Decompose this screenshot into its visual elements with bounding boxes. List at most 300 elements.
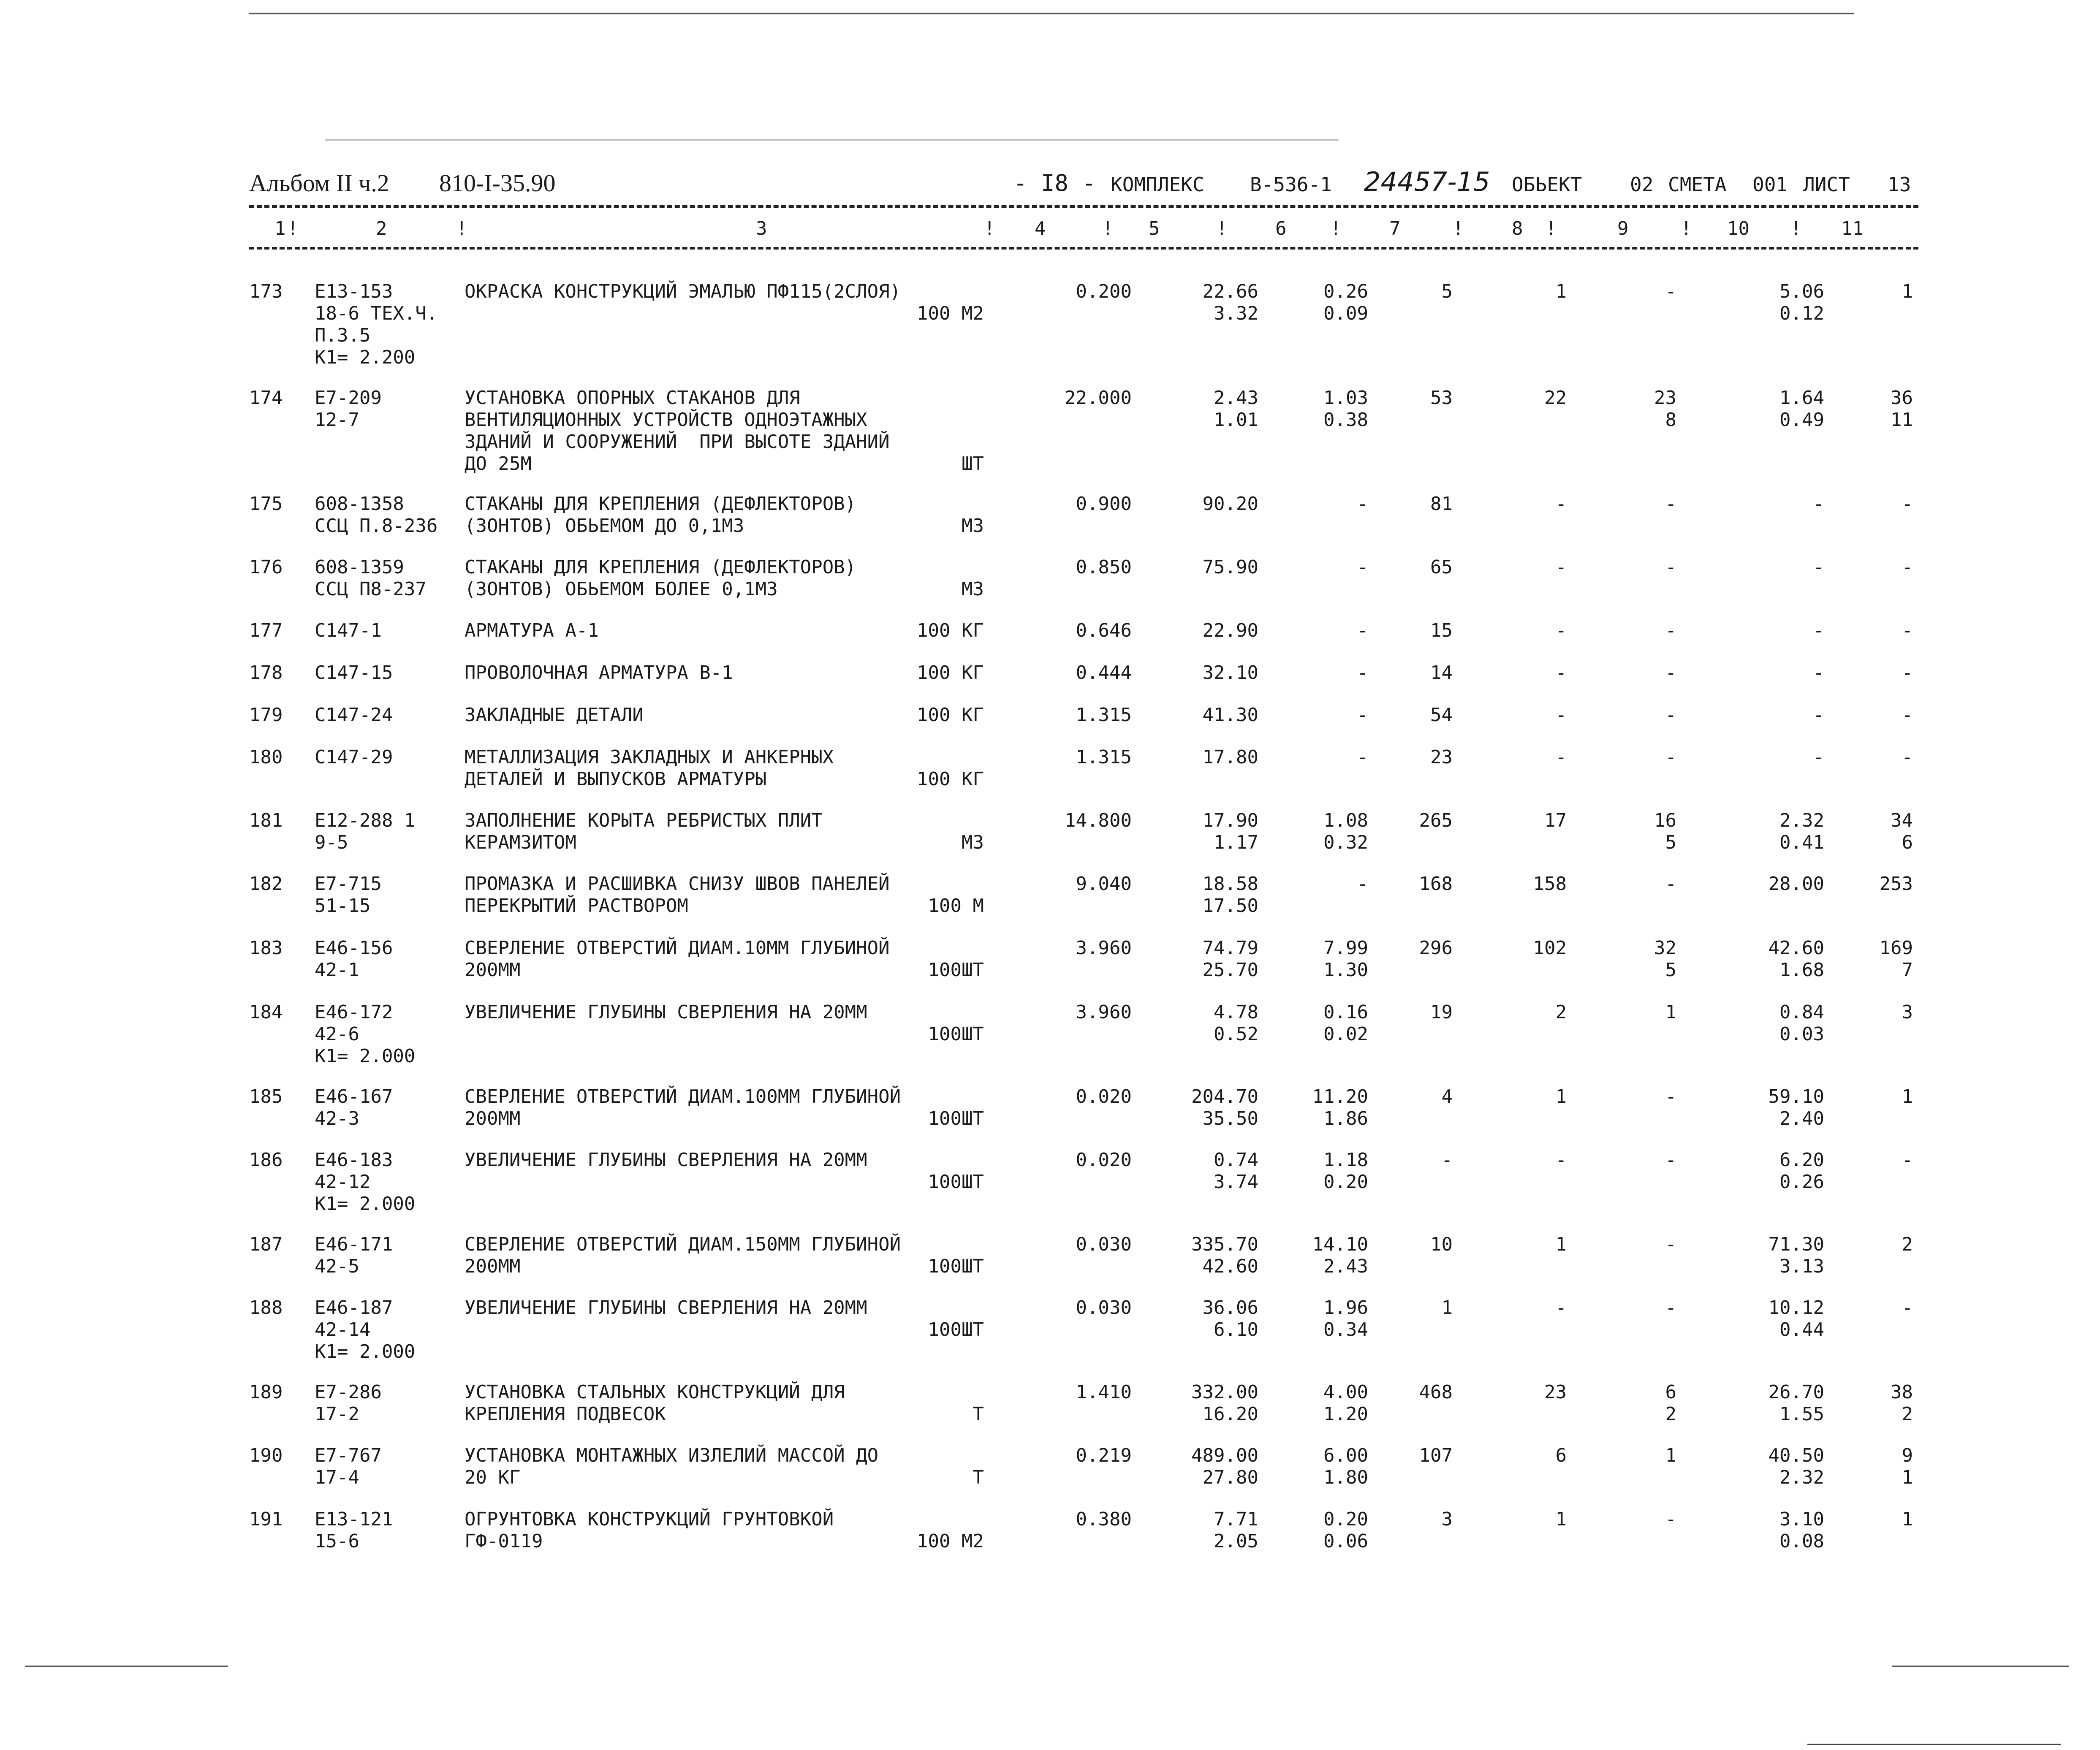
col-5-value: 25.70 [1202,959,1258,981]
col-9-value: 16 [1654,810,1676,831]
col-7-value: 265 [1419,810,1453,831]
col-10-value: 1.64 [1779,387,1824,409]
unit: 100ШТ [928,1108,984,1129]
col-6-value: 1.20 [1323,1403,1368,1425]
complex-code: В-536-1 [1250,173,1332,196]
col-5-value: 42.60 [1202,1256,1258,1277]
col-8-value: - [1555,746,1567,768]
col-6-value: - [1357,704,1368,726]
col-5-value: 0.52 [1214,1023,1258,1045]
col-9-value: 8 [1665,409,1676,431]
col-6-value: - [1357,493,1368,515]
rate-code: 42-12 [315,1171,371,1193]
quantity: 0.020 [1076,1086,1132,1107]
col-8-value: - [1555,556,1567,578]
col-10-value: 26.70 [1768,1381,1824,1403]
col-5-value: 0.74 [1214,1149,1258,1171]
quantity: 0.900 [1076,493,1132,515]
col-8-value: - [1555,493,1567,515]
work-description: УСТАНОВКА МОНТАЖНЫХ ИЗЛЕЛИЙ МАССОЙ ДО [465,1445,879,1466]
rate-code: Е13-153 [315,281,393,302]
row-number: 185 [249,1086,283,1107]
col-10-value: 0.49 [1779,409,1824,431]
scan-top-line [249,13,1854,14]
estimate-label: СМЕТА [1668,173,1727,196]
unit: 100 КГ [917,704,984,726]
column-separator: ! [1790,218,1802,239]
header-rule-bottom [249,247,1918,250]
work-description: 200ММ [465,959,521,981]
scan-bottom-line-left [25,1666,228,1667]
col-9-value: - [1665,556,1676,578]
col-9-value: - [1665,1234,1676,1255]
quantity: 0.444 [1076,662,1132,684]
col-5-value: 22.90 [1202,620,1258,641]
quantity: 0.200 [1076,281,1132,302]
sheet-label: ЛИСТ [1803,173,1850,196]
col-10-value: 6.20 [1779,1149,1824,1171]
rate-code: Е13-121 [315,1509,393,1530]
col-11-value: 3 [1902,1001,1913,1023]
col-9-value: - [1665,873,1676,895]
col-7-value: 468 [1419,1381,1453,1403]
quantity: 1.410 [1076,1381,1132,1403]
work-description: (ЗОНТОВ) ОБЬЕМОМ ДО 0,1М3 [465,515,744,537]
col-10-value: - [1813,556,1824,578]
row-number: 176 [249,556,283,578]
work-description: ОКРАСКА КОНСТРУКЦИЙ ЭМАЛЬЮ ПФ115(2СЛОЯ) [465,281,901,302]
col-10-value: 2.32 [1779,810,1824,831]
col-6-value: 0.38 [1323,409,1368,431]
quantity: 1.315 [1076,704,1132,726]
quantity: 0.030 [1076,1297,1132,1319]
col-8-value: 1 [1555,1234,1567,1255]
col-5-value: 17.90 [1202,810,1258,831]
col-5-value: 489.00 [1191,1445,1258,1466]
col-6-value: 0.26 [1323,281,1368,302]
col-10-value: - [1813,746,1824,768]
rate-code: 42-14 [315,1319,371,1340]
row-number: 187 [249,1234,283,1255]
col-8-value: 102 [1533,937,1567,959]
unit: 100 КГ [917,620,984,641]
work-description: 200ММ [465,1108,521,1129]
rate-code: Е12-288 1 [315,810,416,831]
rate-code: 42-1 [315,959,359,981]
col-5-value: 2.05 [1214,1530,1258,1552]
column-separator: ! [456,218,467,239]
col-8-value: 158 [1533,873,1567,895]
col-8-value: - [1555,704,1567,726]
column-number: 10 [1727,218,1750,239]
rate-code: К1= 2.000 [315,1193,416,1215]
col-6-value: - [1357,662,1368,684]
col-11-value: 11 [1891,409,1913,431]
col-11-value: - [1902,746,1913,768]
work-description: ОГРУНТОВКА КОНСТРУКЦИЙ ГРУНТОВКОЙ [465,1509,834,1530]
col-5-value: 27.80 [1202,1467,1258,1488]
column-number-row [249,215,1918,241]
col-6-value: - [1357,746,1368,768]
work-description: ПЕРЕКРЫТИЙ РАСТВОРОМ [465,895,688,917]
unit: 100 КГ [917,662,984,684]
col-7-value: 15 [1430,620,1453,641]
col-5-value: 4.78 [1214,1001,1258,1023]
column-separator: ! [1330,218,1342,239]
scan-bottom-line-right [1892,1666,2069,1667]
work-description: УСТАНОВКА СТАЛЬНЫХ КОНСТРУКЦИЙ ДЛЯ [465,1381,845,1403]
col-9-value: 6 [1665,1381,1676,1403]
rate-code: Е7-286 [315,1381,382,1403]
scan-footer-line [1807,1744,2061,1745]
rate-code: 18-6 ТЕХ.Ч. [315,303,438,324]
row-number: 178 [249,662,283,684]
column-number: 8 [1512,218,1523,239]
quantity: 22.000 [1065,387,1132,409]
work-description: ЗАПОЛНЕНИЕ КОРЫТА РЕБРИСТЫХ ПЛИТ [465,810,823,831]
quantity: 0.020 [1076,1149,1132,1171]
row-number: 189 [249,1381,283,1403]
unit: М3 [962,515,984,537]
col-6-value: - [1357,873,1368,895]
work-description: ГФ-0119 [465,1530,543,1552]
rate-code: Е46-156 [315,937,393,959]
col-7-value: 5 [1441,281,1453,302]
work-description: КРЕПЛЕНИЯ ПОДВЕСОК [465,1403,666,1425]
column-number: 9 [1617,218,1629,239]
quantity: 0.646 [1076,620,1132,641]
col-10-value: 2.32 [1779,1467,1824,1488]
quantity: 0.219 [1076,1445,1132,1466]
col-11-value: 253 [1879,873,1913,895]
column-separator: ! [287,218,299,239]
col-8-value: 1 [1555,1509,1567,1530]
work-description: ПРОМАЗКА И РАСШИВКА СНИЗУ ШВОВ ПАНЕЛЕЙ [465,873,890,895]
rate-code: К1= 2.200 [315,347,416,368]
col-5-value: 32.10 [1202,662,1258,684]
unit: 100ШТ [928,1171,984,1193]
quantity: 3.960 [1076,1001,1132,1023]
column-number: 4 [1035,218,1046,239]
col-10-value: 28.00 [1768,873,1824,895]
row-number: 188 [249,1297,283,1319]
complex-label: КОМПЛЕКС [1111,173,1204,196]
unit: Т [973,1467,984,1488]
col-11-value: - [1902,704,1913,726]
row-number: 181 [249,810,283,831]
col-5-value: 75.90 [1202,556,1258,578]
work-description: СТАКАНЫ ДЛЯ КРЕПЛЕНИЯ (ДЕФЛЕКТОРОВ) [465,493,856,515]
col-6-value: 0.02 [1323,1023,1368,1045]
rate-code: 608-1359 [315,556,404,578]
col-7-value: 3 [1441,1509,1453,1530]
row-number: 182 [249,873,283,895]
col-5-value: 17.50 [1202,895,1258,917]
column-number: 1 [274,218,286,239]
col-10-value: 71.30 [1768,1234,1824,1255]
col-5-value: 17.80 [1202,746,1258,768]
col-11-value: 6 [1902,832,1913,853]
column-number: 11 [1841,218,1864,239]
handwritten-code: 24457-15 [1364,166,1490,197]
row-number: 184 [249,1001,283,1023]
work-description: УВЕЛИЧЕНИЕ ГЛУБИНЫ СВЕРЛЕНИЯ НА 20ММ [465,1001,867,1023]
work-description: СВЕРЛЕНИЕ ОТВЕРСТИЙ ДИАМ.100ММ ГЛУБИНОЙ [465,1086,901,1107]
col-5-value: 3.32 [1214,303,1258,324]
quantity: 3.960 [1076,937,1132,959]
col-5-value: 3.74 [1214,1171,1258,1193]
col-5-value: 7.71 [1214,1509,1258,1530]
unit: М3 [962,832,984,853]
col-5-value: 36.06 [1202,1297,1258,1319]
quantity: 14.800 [1065,810,1132,831]
estimate-number: 001 [1752,173,1788,196]
col-11-value: 169 [1879,937,1913,959]
rate-code: К1= 2.000 [315,1045,416,1067]
rate-code: Е7-767 [315,1445,382,1466]
work-description: (ЗОНТОВ) ОБЬЕМОМ БОЛЕЕ 0,1М3 [465,578,778,600]
work-description: ПРОВОЛОЧНАЯ АРМАТУРА В-1 [465,662,733,684]
rate-code: 42-5 [315,1256,359,1277]
col-10-value: 42.60 [1768,937,1824,959]
col-10-value: 2.40 [1779,1108,1824,1129]
col-8-value: 22 [1544,387,1567,409]
col-9-value: - [1665,281,1676,302]
col-10-value: 40.50 [1768,1445,1824,1466]
col-10-value: - [1813,662,1824,684]
col-11-value: 9 [1902,1445,1913,1466]
col-11-value: 36 [1891,387,1913,409]
row-number: 179 [249,704,283,726]
col-9-value: 2 [1665,1403,1676,1425]
work-description: ДО 25М [465,453,532,475]
col-6-value: 1.08 [1323,810,1368,831]
col-8-value: - [1555,620,1567,641]
col-11-value: 2 [1902,1403,1913,1425]
column-separator: ! [1453,218,1464,239]
object-label: ОБЬЕКТ [1512,173,1582,196]
rate-code: К1= 2.000 [315,1341,416,1362]
col-6-value: 1.18 [1323,1149,1368,1171]
col-11-value: - [1902,493,1913,515]
col-7-value: 53 [1430,387,1453,409]
col-11-value: - [1902,1149,1913,1171]
work-description: 20 КГ [465,1467,521,1488]
sheet-number: 13 [1888,173,1911,196]
rate-code: Е7-209 [315,387,382,409]
rate-code: 9-5 [315,832,348,853]
col-7-value: 4 [1441,1086,1453,1107]
row-number: 183 [249,937,283,959]
column-separator: ! [1546,218,1557,239]
col-7-value: 10 [1430,1234,1453,1255]
col-6-value: 0.34 [1323,1319,1368,1340]
col-8-value: - [1555,1149,1567,1171]
work-description: УВЕЛИЧЕНИЕ ГЛУБИНЫ СВЕРЛЕНИЯ НА 20ММ [465,1297,867,1319]
col-5-value: 1.01 [1214,409,1258,431]
col-11-value: - [1902,620,1913,641]
rate-code: С147-29 [315,746,393,768]
series-code: 810-I-35.90 [439,169,556,197]
col-9-value: - [1665,1509,1676,1530]
col-7-value: 107 [1419,1445,1453,1466]
col-5-value: 16.20 [1202,1403,1258,1425]
row-number: 190 [249,1445,283,1466]
col-6-value: 1.96 [1323,1297,1368,1319]
row-number: 175 [249,493,283,515]
col-9-value: 1 [1665,1445,1676,1466]
rate-code: 51-15 [315,895,371,917]
column-number: 3 [756,218,767,239]
rate-code: Е46-171 [315,1234,393,1255]
scan-header-faint-line [325,139,1339,141]
col-10-value: 0.84 [1779,1001,1824,1023]
col-9-value: 23 [1654,387,1676,409]
row-number: 186 [249,1149,283,1171]
col-11-value: 1 [1902,1509,1913,1530]
column-number: 2 [376,218,387,239]
rate-code: ССЦ П8-237 [315,578,427,600]
unit: ШТ [962,453,984,475]
col-6-value: 11.20 [1312,1086,1368,1107]
col-7-value: 14 [1430,662,1453,684]
col-6-value: 0.09 [1323,303,1368,324]
col-11-value: 2 [1902,1234,1913,1255]
work-description: УСТАНОВКА ОПОРНЫХ СТАКАНОВ ДЛЯ [465,387,800,409]
col-11-value: - [1902,556,1913,578]
rate-code: 42-6 [315,1023,359,1045]
col-7-value: 54 [1430,704,1453,726]
column-number: 7 [1389,218,1401,239]
unit: 100 КГ [917,768,984,790]
col-7-value: 81 [1430,493,1453,515]
rate-code: 15-6 [315,1530,359,1552]
col-11-value: 38 [1891,1381,1913,1403]
col-9-value: 32 [1654,937,1676,959]
col-10-value: - [1813,620,1824,641]
col-9-value: - [1665,704,1676,726]
column-separator: ! [1681,218,1692,239]
col-10-value: 1.68 [1779,959,1824,981]
col-11-value: 1 [1902,281,1913,302]
col-8-value: 6 [1555,1445,1567,1466]
quantity: 1.315 [1076,746,1132,768]
col-9-value: - [1665,1149,1676,1171]
quantity: 0.850 [1076,556,1132,578]
work-description: АРМАТУРА А-1 [465,620,599,641]
col-5-value: 335.70 [1191,1234,1258,1255]
col-8-value: 2 [1555,1001,1567,1023]
col-8-value: 1 [1555,1086,1567,1107]
col-9-value: - [1665,620,1676,641]
work-description: ЗДАНИЙ И СООРУЖЕНИЙ ПРИ ВЫСОТЕ ЗДАНИЙ [465,431,890,453]
col-5-value: 204.70 [1191,1086,1258,1107]
col-9-value: - [1665,662,1676,684]
col-10-value: 10.12 [1768,1297,1824,1319]
col-5-value: 332.00 [1191,1381,1258,1403]
col-10-value: 0.26 [1779,1171,1824,1193]
col-7-value: 23 [1430,746,1453,768]
col-9-value: - [1665,493,1676,515]
row-number: 191 [249,1509,283,1530]
work-description: УВЕЛИЧЕНИЕ ГЛУБИНЫ СВЕРЛЕНИЯ НА 20ММ [465,1149,867,1171]
col-6-value: 1.30 [1323,959,1368,981]
rate-code: Е46-172 [315,1001,393,1023]
col-7-value: 1 [1441,1297,1453,1319]
col-5-value: 90.20 [1202,493,1258,515]
col-6-value: 1.86 [1323,1108,1368,1129]
header-rule-top [249,205,1918,208]
col-10-value: 0.12 [1779,303,1824,324]
col-5-value: 74.79 [1202,937,1258,959]
unit: М3 [962,578,984,600]
unit: 100ШТ [928,1256,984,1277]
work-description: ДЕТАЛЕЙ И ВЫПУСКОВ АРМАТУРЫ [465,768,767,790]
work-description: 200ММ [465,1256,521,1277]
rate-code: 17-4 [315,1467,359,1488]
col-5-value: 22.66 [1202,281,1258,302]
column-number: 6 [1275,218,1287,239]
album-title: Альбом II ч.2 [249,169,389,197]
col-6-value: 2.43 [1323,1256,1368,1277]
col-11-value: 7 [1902,959,1913,981]
work-description: КЕРАМЗИТОМ [465,832,576,853]
unit: 100ШТ [928,1319,984,1340]
page-marker: - I8 - [1013,170,1096,196]
col-8-value: 1 [1555,281,1567,302]
col-6-value: 0.32 [1323,832,1368,853]
rate-code: Е46-167 [315,1086,393,1107]
quantity: 0.030 [1076,1234,1132,1255]
work-description: СТАКАНЫ ДЛЯ КРЕПЛЕНИЯ (ДЕФЛЕКТОРОВ) [465,556,856,578]
col-11-value: 1 [1902,1467,1913,1488]
row-number: 174 [249,387,283,409]
work-description: ЗАКЛАДНЫЕ ДЕТАЛИ [465,704,644,726]
col-9-value: 1 [1665,1001,1676,1023]
col-11-value: - [1902,1297,1913,1319]
rate-code: П.3.5 [315,325,371,346]
col-6-value: 0.20 [1323,1171,1368,1193]
column-separator: ! [984,218,995,239]
col-5-value: 18.58 [1202,873,1258,895]
quantity: 9.040 [1076,873,1132,895]
col-6-value: - [1357,620,1368,641]
col-8-value: - [1555,662,1567,684]
col-6-value: 0.06 [1323,1530,1368,1552]
col-5-value: 41.30 [1202,704,1258,726]
col-7-value: 19 [1430,1001,1453,1023]
col-10-value: - [1813,704,1824,726]
col-10-value: 59.10 [1768,1086,1824,1107]
col-6-value: 7.99 [1323,937,1368,959]
rate-code: С147-1 [315,620,382,641]
col-9-value: - [1665,1297,1676,1319]
rate-code: ССЦ П.8-236 [315,515,438,537]
col-11-value: 34 [1891,810,1913,831]
rate-code: Е46-187 [315,1297,393,1319]
rate-code: 17-2 [315,1403,359,1425]
col-10-value: 5.06 [1779,281,1824,302]
col-10-value: 0.08 [1779,1530,1824,1552]
rate-code: 42-3 [315,1108,359,1129]
column-number: 5 [1149,218,1160,239]
col-7-value: - [1441,1149,1453,1171]
col-6-value: - [1357,556,1368,578]
col-7-value: 296 [1419,937,1453,959]
object-number: 02 [1630,173,1654,196]
unit: 100 М2 [917,1530,984,1552]
rate-code: С147-15 [315,662,393,684]
